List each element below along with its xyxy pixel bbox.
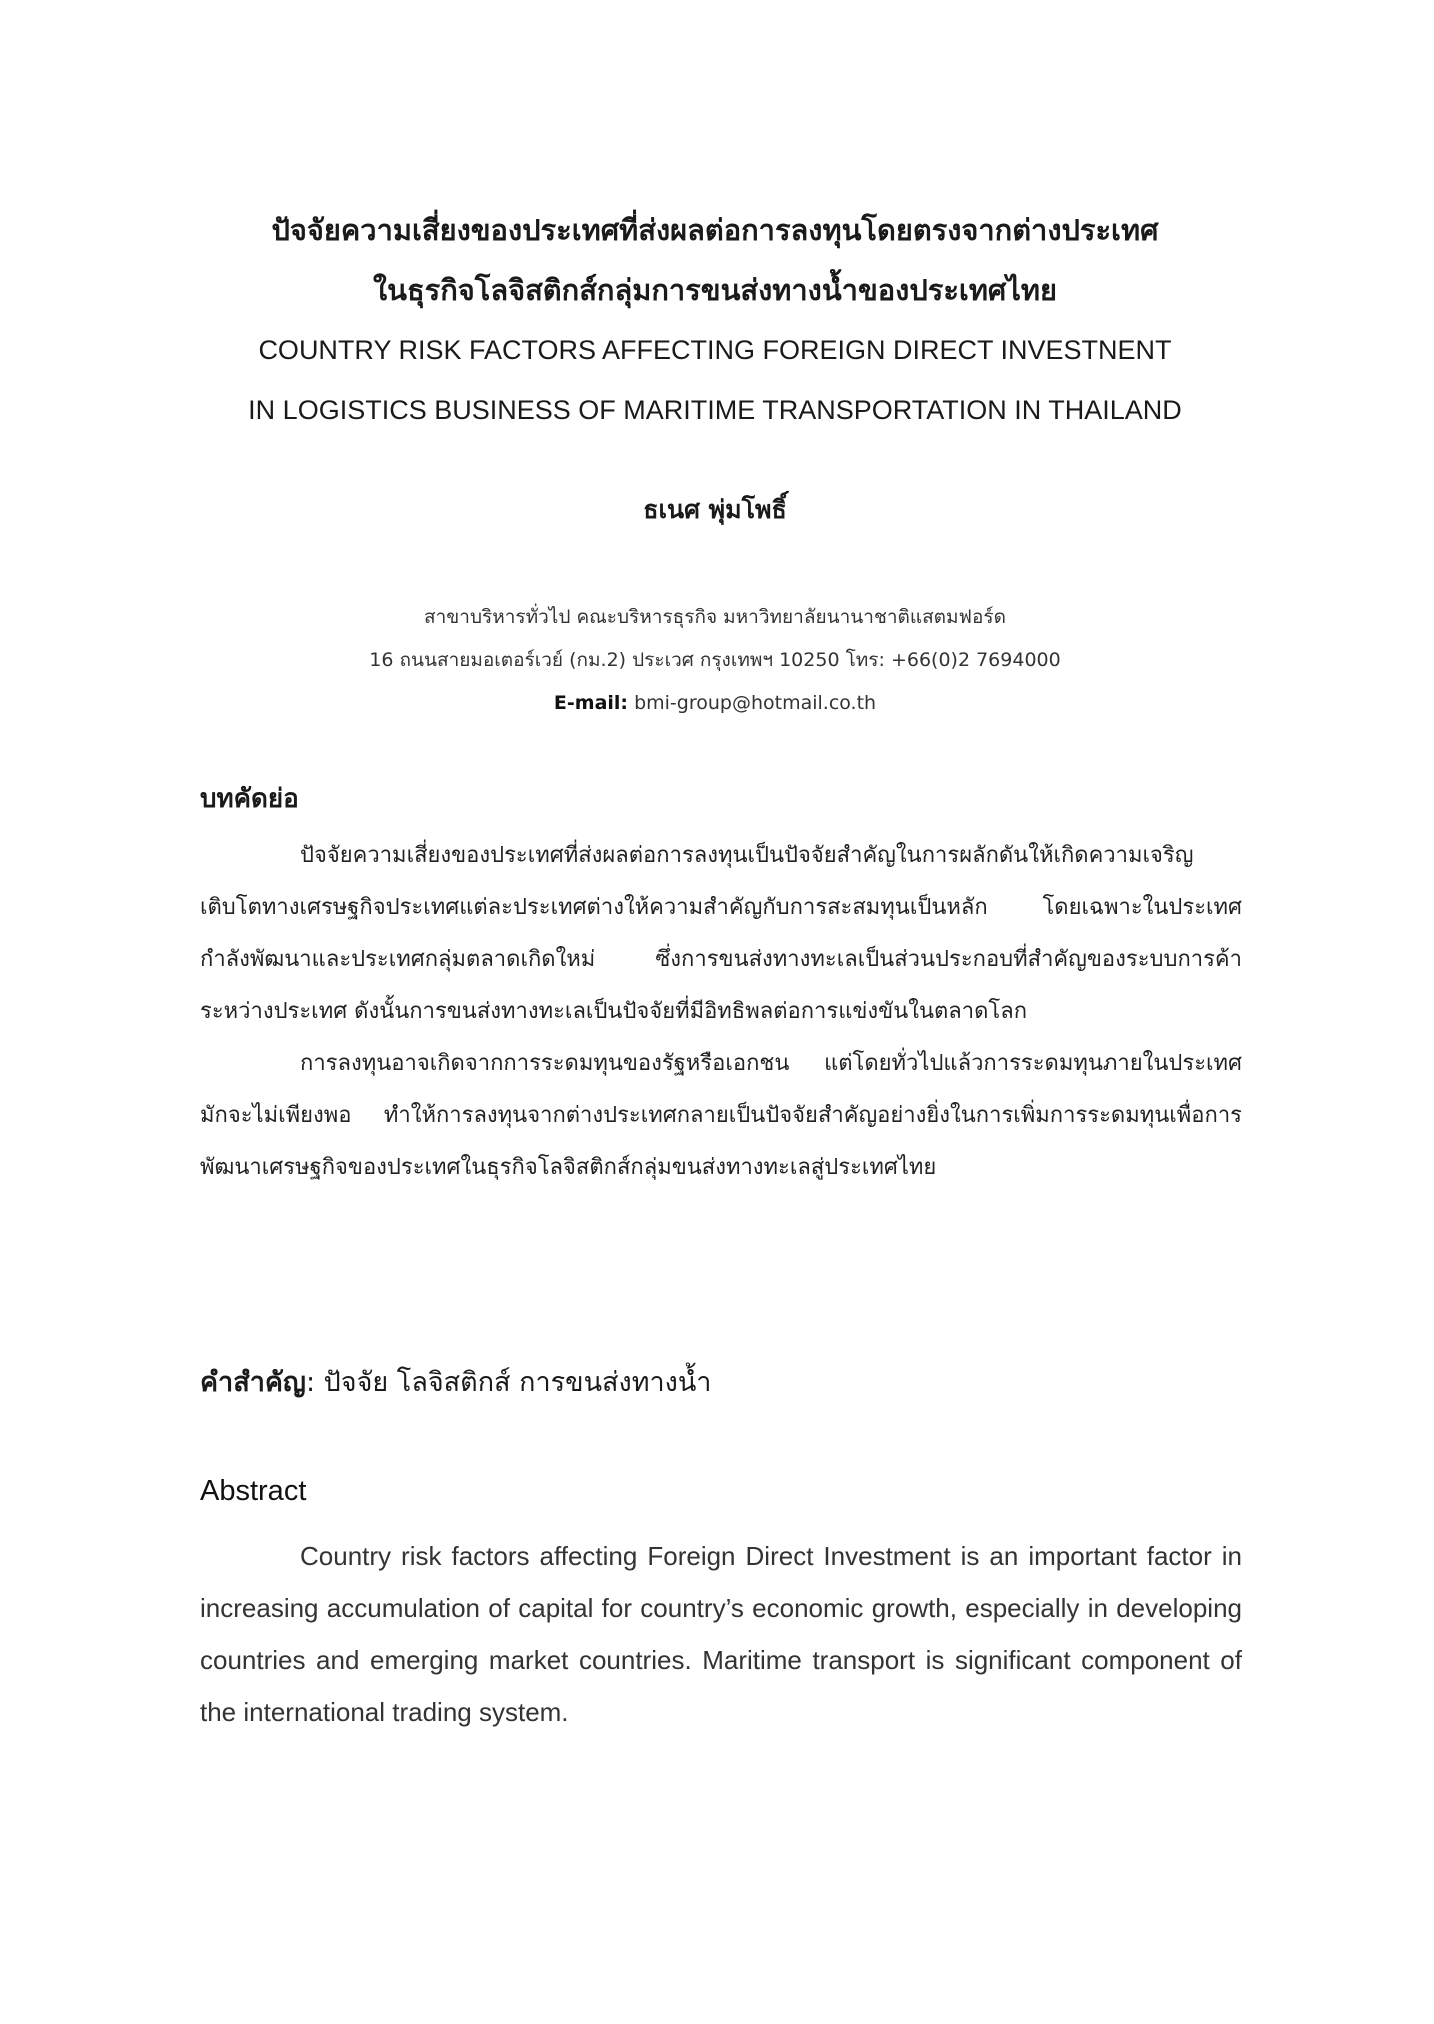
email-label: E-mail: [553, 692, 629, 714]
keywords-line [200, 1360, 711, 1403]
abstract-thai-body [200, 830, 1242, 1194]
abstract-english-paragraph-1: Country risk factors affecting Foreign Direct Investment is an important factor in increasing accumulation of capital for country’s economic growth, especially in developing countries and emerging market countries. Maritime transport is significant component of the international trading system. [200, 1541, 1242, 1727]
email-address[interactable]: bmi-group@hotmail.co.th [634, 692, 877, 714]
abstract-english-body [200, 1530, 1242, 1738]
abstract-thai-paragraph-2: การลงทุนอาจเกิดจากการระดมทุนของรัฐหรือเอกชน แต่โดยทั่วไปแล้วการระดมทุนภายในประเทศมักจะไม่เพียงพอ ทำให้การลงทุนจากต่างประเทศกลายเป็นปัจจัยสำคัญอย่างยิ่งในการเพิ่มการระดมทุนเพื่อการพัฒนาเศรษฐกิจของประเทศในธุรกิจโลจิสติกส์กลุ่มขนส่งทางทะเลสู่ประเทศไทย [200, 1051, 1242, 1180]
affiliation-line-2: 16 ถนนสายมอเตอร์เวย์ (กม.2) ประเวศ กรุงเทพฯ 10250 โทร: +66(0)2 7694000 [369, 649, 1061, 671]
title-english-line-2: IN LOGISTICS BUSINESS OF MARITIME TRANSPORTATION IN THAILAND [248, 395, 1182, 425]
keywords-value: ปัจจัย โลจิสติกส์ การขนส่งทางน้ำ [315, 1367, 712, 1398]
title-english-line-1: COUNTRY RISK FACTORS AFFECTING FOREIGN DIRECT INVESTNENT [258, 335, 1172, 365]
title-block [150, 200, 1280, 440]
title-thai-line-2: ในธุรกิจโลจิสติกส์กลุ่มการขนส่งทางน้ำของประเทศไทย [372, 273, 1058, 307]
abstract-thai-heading: บทคัดย่อ [200, 784, 299, 814]
title-thai-line-1: ปัจจัยความเสี่ยงของประเทศที่ส่งผลต่อการลงทุนโดยตรงจากต่างประเทศ [271, 213, 1159, 247]
abstract-thai-paragraph-1: ปัจจัยความเสี่ยงของประเทศที่ส่งผลต่อการลงทุนเป็นปัจจัยสำคัญในการผลักดันให้เกิดความเจริญเติบโตทางเศรษฐกิจประเทศแต่ละประเทศต่างให้ความสำคัญกับการสะสมทุนเป็นหลัก โดยเฉพาะในประเทศกำลังพัฒนาและประเทศกลุ่มตลาดเกิดใหม่ ซึ่งการขนส่งทางทะเลเป็นส่วนประกอบที่สำคัญของระบบการค้าระหว่างประเทศ ดังนั้นการขนส่งทางทะเลเป็นปัจจัยที่มีอิทธิพลต่อการแข่งขันในตลาดโลก [200, 843, 1242, 1024]
affiliation-line-1: สาขาบริหารทั่วไป คณะบริหารธุรกิจ มหาวิทยาลัยนานาชาติแสตมฟอร์ด [424, 606, 1006, 628]
author-name: ธเนศ พุ่มโพธิ์ [643, 495, 787, 524]
keywords-colon: : [305, 1367, 316, 1398]
email-line [150, 682, 1280, 725]
keywords-label: คำสำคัญ [200, 1367, 306, 1398]
affiliation-block [150, 596, 1280, 725]
abstract-english-heading: Abstract [200, 1475, 307, 1507]
